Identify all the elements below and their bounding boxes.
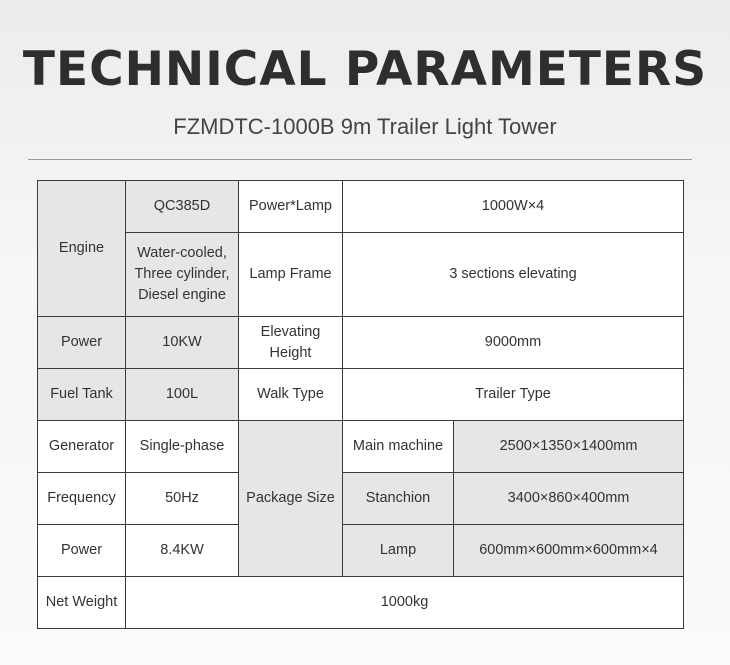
fuel-tank-value: 100L bbox=[126, 369, 239, 421]
net-weight-value: 1000kg bbox=[126, 577, 684, 629]
gen-power-label: Power bbox=[38, 525, 126, 577]
engine-type bbox=[126, 233, 239, 317]
frequency-value: 50Hz bbox=[126, 473, 239, 525]
table-row bbox=[38, 369, 684, 421]
engine-type-line: Diesel engine bbox=[138, 287, 226, 303]
package-size-label: Package Size bbox=[239, 421, 343, 577]
parameters-table bbox=[37, 180, 684, 629]
divider bbox=[28, 159, 692, 160]
table-row bbox=[38, 525, 684, 577]
power-lamp-value: 1000W×4 bbox=[343, 181, 684, 233]
lamp-frame-value: 3 sections elevating bbox=[343, 233, 684, 317]
power-value: 10KW bbox=[126, 317, 239, 369]
engine-type-line: Three cylinder, bbox=[134, 266, 230, 282]
table-row bbox=[38, 233, 684, 317]
power-label: Power bbox=[38, 317, 126, 369]
table-row bbox=[38, 473, 684, 525]
package-item-label: Main machine bbox=[343, 421, 454, 473]
generator-label: Generator bbox=[38, 421, 126, 473]
table-row bbox=[38, 421, 684, 473]
frequency-label: Frequency bbox=[38, 473, 126, 525]
package-item-value: 600mm×600mm×600mm×4 bbox=[454, 525, 684, 577]
engine-type-line: Water-cooled, bbox=[137, 245, 227, 261]
table-row bbox=[38, 181, 684, 233]
engine-model: QC385D bbox=[126, 181, 239, 233]
package-item-label: Stanchion bbox=[343, 473, 454, 525]
walk-type-value: Trailer Type bbox=[343, 369, 684, 421]
page-title: TECHNICAL PARAMETERS bbox=[22, 42, 708, 97]
elevating-height-label bbox=[239, 317, 343, 369]
generator-value: Single-phase bbox=[126, 421, 239, 473]
product-subtitle: FZMDTC-1000B 9m Trailer Light Tower bbox=[173, 114, 557, 139]
walk-type-label: Walk Type bbox=[239, 369, 343, 421]
gen-power-value: 8.4KW bbox=[126, 525, 239, 577]
lamp-frame-label: Lamp Frame bbox=[239, 233, 343, 317]
power-lamp-label: Power*Lamp bbox=[239, 181, 343, 233]
elevating-height-value: 9000mm bbox=[343, 317, 684, 369]
package-item-label: Lamp bbox=[343, 525, 454, 577]
fuel-tank-label: Fuel Tank bbox=[38, 369, 126, 421]
package-item-value: 3400×860×400mm bbox=[454, 473, 684, 525]
engine-label: Engine bbox=[38, 181, 126, 317]
net-weight-label: Net Weight bbox=[38, 577, 126, 629]
table-row bbox=[38, 577, 684, 629]
elevating-height-label-line: Elevating bbox=[260, 323, 321, 340]
package-item-value: 2500×1350×1400mm bbox=[454, 421, 684, 473]
table-row bbox=[38, 317, 684, 369]
elevating-height-label-line: Height bbox=[269, 344, 312, 361]
